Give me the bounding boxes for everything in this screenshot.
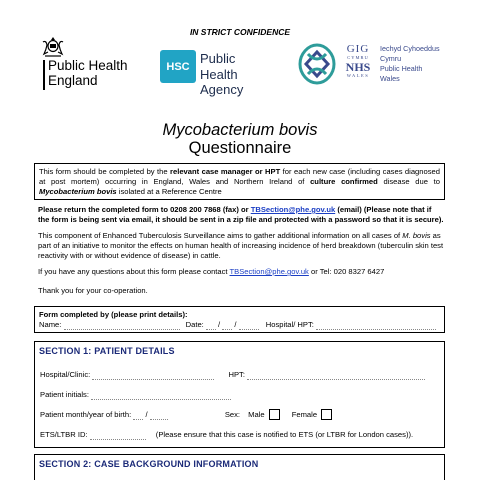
ets-field[interactable] xyxy=(90,432,146,440)
completed-by-heading: Form completed by (please print details): xyxy=(39,310,188,319)
date-year-field[interactable] xyxy=(239,322,259,330)
intro-t5: disease due to xyxy=(377,177,440,186)
questions-t2: or Tel: 020 8327 6427 xyxy=(308,267,385,276)
title-line1: Mycobacterium bovis xyxy=(162,121,318,139)
component-t1: This component of Enhanced Tuberculosis Surveillance aims to gather additional information on all cases of xyxy=(38,231,403,240)
hsc-badge: HSC xyxy=(160,50,196,83)
male-checkbox[interactable] xyxy=(269,409,280,420)
initials-field[interactable] xyxy=(91,392,231,400)
intro-t3: for each new case (including cases diagnosed at post mortem) occurring in England, Wales and Northern Ireland of xyxy=(39,167,440,186)
intro-t1: This form should be completed by the xyxy=(39,167,171,176)
intro-t4: culture confirmed xyxy=(310,177,378,186)
return-email-link[interactable]: TBSection@phe.gov.uk xyxy=(250,205,336,214)
phw-logo xyxy=(296,40,456,96)
title-line2: Questionnaire xyxy=(188,139,292,157)
intro-t6: Mycobacterium bovis xyxy=(39,187,117,196)
section-1-heading: SECTION 1: PATIENT DETAILS xyxy=(39,346,175,356)
hpt-label: HPT: xyxy=(228,370,245,379)
gig-text: GIG xyxy=(346,43,370,55)
birth-month-field[interactable] xyxy=(133,412,143,420)
phe-divider xyxy=(43,60,45,90)
initials-row xyxy=(40,390,231,400)
intro-t2: relevant case manager or HPT xyxy=(170,167,281,176)
questions-email-link[interactable]: TBSection@phe.gov.uk xyxy=(229,267,309,276)
date-month-field[interactable] xyxy=(222,322,232,330)
return-t2: (email) (Please note that if the form is being sent via email, it should be sent in a zip file and protected with a password so that it is secure). xyxy=(38,205,444,224)
birth-year-field[interactable] xyxy=(150,412,168,420)
name-label: Name: xyxy=(39,320,62,329)
hospital-clinic-field[interactable] xyxy=(92,372,214,380)
intro-box xyxy=(34,163,445,200)
hpt-field[interactable] xyxy=(247,372,425,380)
completed-by-box xyxy=(34,306,445,333)
intro-t7: isolated at a Reference Centre xyxy=(116,187,222,196)
royal-crest-icon xyxy=(40,36,66,58)
wales-text: WALES xyxy=(346,73,370,78)
return-t1: Please return the completed form to 0208 200 7868 (fax) or xyxy=(38,205,251,214)
phw-line1: Iechyd Cyhoeddus xyxy=(380,44,440,53)
thanks-text: Thank you for your co-operation. xyxy=(38,286,148,295)
name-field[interactable] xyxy=(64,322,180,330)
phw-line2: Cymru xyxy=(380,54,402,63)
nhs-text: NHS xyxy=(345,60,371,74)
initials-label: Patient initials: xyxy=(40,390,89,399)
hospital-hpt-field[interactable] xyxy=(316,322,436,330)
sex-label: Sex: xyxy=(224,410,241,419)
component-t2: M. bovis xyxy=(402,231,431,240)
phe-line2: England xyxy=(48,73,98,88)
phw-line3: Public Health xyxy=(380,64,423,73)
ets-note: (Please ensure that this case is notified to ETS (or LTBR for London cases)). xyxy=(155,430,414,439)
return-instructions xyxy=(38,205,444,225)
component-paragraph xyxy=(38,231,444,261)
phe-logo xyxy=(40,36,136,92)
section-1 xyxy=(34,341,445,448)
hsc-line1: Public Health xyxy=(200,51,238,82)
completed-by-row xyxy=(39,320,440,330)
questions-t1: If you have any questions about this form please contact xyxy=(38,267,230,276)
date-slash-1: / xyxy=(218,320,221,329)
hospital-hpt-label: Hospital/ HPT: xyxy=(265,320,314,329)
section-2 xyxy=(34,454,445,480)
birth-slash: / xyxy=(145,410,148,419)
questions-paragraph xyxy=(38,267,444,277)
hsc-logo xyxy=(160,50,270,97)
phe-wordmark xyxy=(48,58,128,88)
page-title xyxy=(0,121,480,157)
date-day-field[interactable] xyxy=(206,322,216,330)
cymru-text: CYMRU xyxy=(347,55,369,60)
date-slash-2: / xyxy=(234,320,237,329)
phw-line4: Wales xyxy=(380,74,400,83)
date-label: Date: xyxy=(185,320,204,329)
hsc-wordmark xyxy=(200,51,270,98)
hsc-line2: Agency xyxy=(200,82,244,97)
phe-line1: Public Health xyxy=(48,58,128,73)
ets-label: ETS/LTBR ID: xyxy=(40,430,88,439)
birth-label: Patient month/year of birth: xyxy=(40,410,132,419)
male-label: Male xyxy=(248,410,265,419)
birth-sex-row xyxy=(40,409,332,420)
ets-row xyxy=(40,430,413,440)
hospital-clinic-row xyxy=(40,370,425,380)
female-label: Female xyxy=(291,410,318,419)
female-checkbox[interactable] xyxy=(321,409,332,420)
confidentiality-notice: IN STRICT CONFIDENCE xyxy=(189,27,291,37)
component-t3: as part of an initiative to monitor the effects on human health of increasing incidence of herd breakdown (tuberculin skin test reactivity with or without evidence of disease) in cattle. xyxy=(38,231,444,260)
phw-wordmark xyxy=(380,44,440,84)
section-2-heading: SECTION 2: CASE BACKGROUND INFORMATION xyxy=(39,459,259,469)
gig-nhs-mark xyxy=(342,44,374,79)
hospital-clinic-label: Hospital/Clinic: xyxy=(40,370,91,379)
welsh-knot-icon xyxy=(296,42,338,86)
